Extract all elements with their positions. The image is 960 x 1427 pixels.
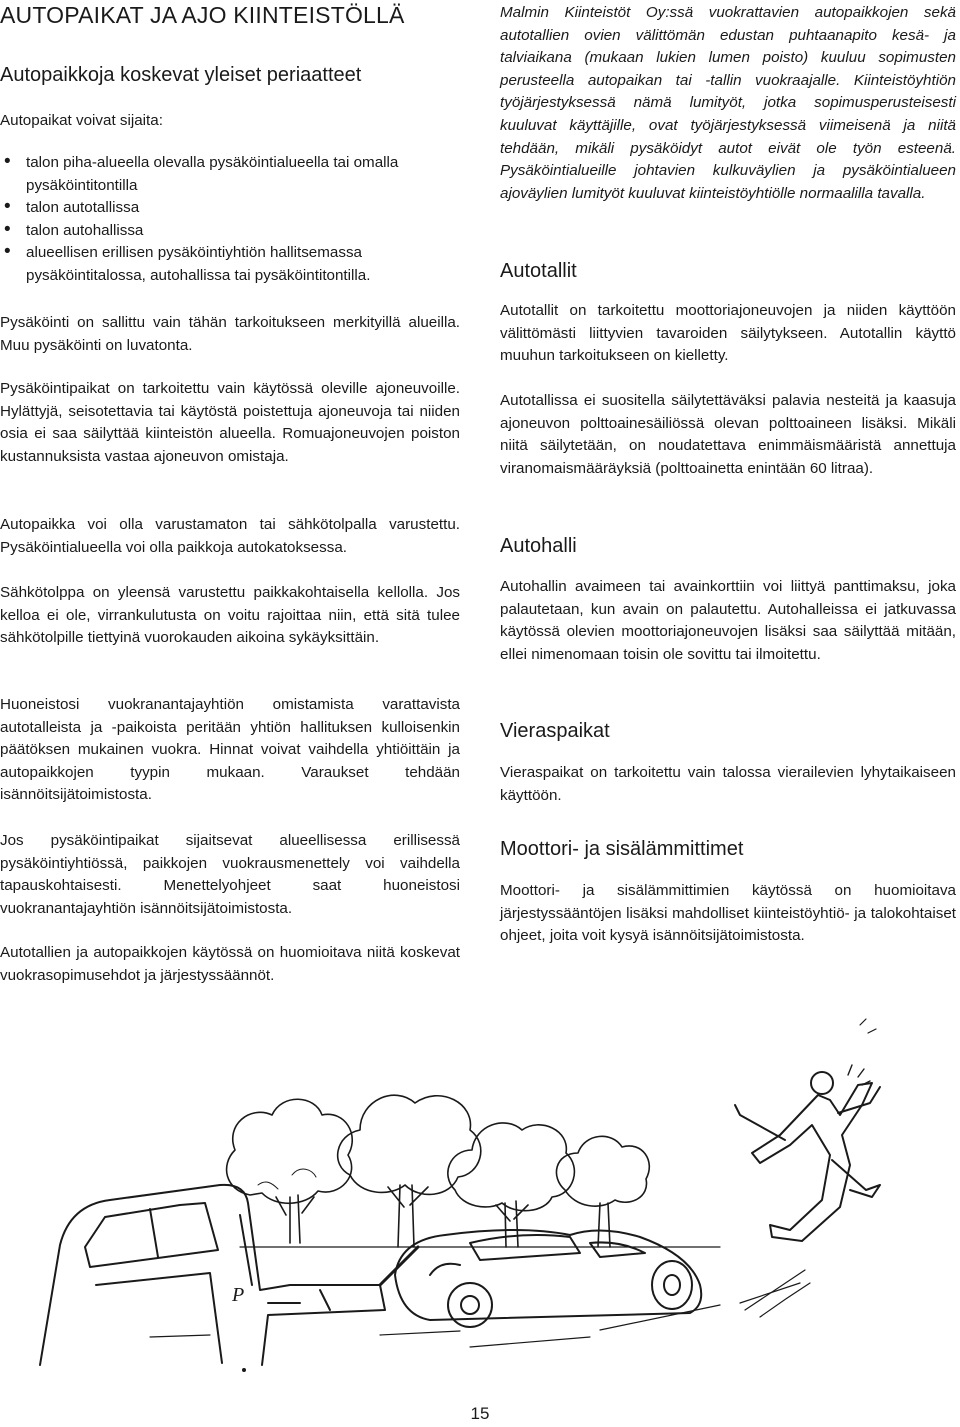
tow-truck-icon: [40, 1185, 418, 1371]
paragraph-parking-vehicles: Pysäköintipaikat on tarkoitettu vain käytössä oleville ajoneuvoille. Hylättyjä, seisotettavia tai käytöstä poistettuja ajoneuvoja tai niiden osia ei saa säilyttää kiinteistön alueella. Romuajoneuvojen poiston kustannuksista vastaa ajoneuvon omistaja.: [0, 380, 460, 465]
paragraph-garages-fuel: Autotallissa ei suositella säilytettäväksi palavia nesteitä ja kaasuja ajoneuvon polttoainesäiliössä olevan polttoaineen lisäksi. Mikäli niitä säilytetään, on noudatettava enimmäismääristä annettuja viranomaismääräyksiä (polttoainetta enintään 60 litraa).: [500, 392, 956, 477]
section-title-car-hall: Autohalli: [500, 535, 577, 557]
section-title-heaters: Moottori- ja sisälämmittimet: [500, 838, 744, 860]
tow-truck-illustration: [0, 985, 960, 1375]
list-item: • talon autohallissa: [0, 220, 462, 243]
page-title: AUTOPAIKAT JA AJO KIINTEISTÖLLÄ: [0, 2, 405, 28]
paragraph-rent: Huoneistosi vuokranantajayhtiön omistamista varattavista autotalleista ja -paikoista peritään yhtiön hallituksen kulloisenkin päätöksen mukainen vuokra. Hinnat voivat vaihdella yhtiöittäin ja autopaikkojen tyypin mukaan. Varaukset tehdään isännöitsijätoimistosta.: [0, 696, 460, 804]
list-item: • alueellisen erillisen pysäköintiyhtiön hallitsemassa pysäköintitalossa, autohallissa tai pysäköintitontilla.: [0, 242, 462, 287]
section-title-general-principles: Autopaikkoja koskevat yleiset periaatteet: [0, 64, 362, 86]
paragraph-heaters: Moottori- ja sisälämmittimien käytössä on huomioitava järjestyssääntöjen lisäksi mahdolliset kiinteistöyhtiö- ja talokohtaiset ohjeet, joita voit kysyä isännöitsijätoimistosta.: [500, 882, 956, 945]
location-list: [0, 152, 462, 288]
paragraph-electric-clock: Sähkötolppa on yleensä varustettu paikkakohtaisella kellolla. Jos kelloa ei ole, virrankulutusta on voitu rajoittaa niin, että sitä tulee sähkötolpille tiettyinä vuorokauden aikoina sykäyksittäin.: [0, 584, 460, 647]
section-title-garages: Autotallit: [500, 260, 577, 282]
paragraph-regional-parking: Jos pysäköintipaikat sijaitsevat alueellisessa erillisessä pysäköintiyhtiössä, paikkojen vuokrausmenettely voi vaihdella tapauskohtaisesti. Menettelyohjeet saat huoneistosi vuokranantajayhtiön isännöitsijätoimistosta.: [0, 832, 460, 917]
towed-car-icon: [395, 1230, 701, 1327]
trees-icon: [227, 1095, 650, 1247]
paragraph-snow-removal: Malmin Kiinteistöt Oy:ssä vuokrattavien autopaikkojen sekä autotallien ovien välittömän edustan puhtaanapito kesä- ja talviaikana (mukaan lukien lumen poisto) kuuluu sopimusten perusteella autopaikan tai -tallin vuokraajalle. Kiinteistöyhtiön työjärjestyksessä nämä lumityöt, jotka sopimusperusteisesti kuuluvat käyttäjille, ovat työjärjestyksessä viimeisenä ja niitä tehdään, mikäli pysäköidyt autot eivät ole työn esteenä. Pysäköintialueille johtavien kulkuväylien ja pysäköintialueen ajoväylien lumityöt kuuluvat kiinteistöyhtiölle normaalilla tavalla.: [500, 4, 956, 202]
running-man-icon: [735, 1019, 880, 1241]
section-title-guest-spots: Vieraspaikat: [500, 720, 610, 742]
paragraph-garages-use: Autotallit on tarkoitettu moottoriajoneuvojen ja niiden käyttöön välittömästi liittyvien tavaroiden säilytykseen. Autotallin käyttö muuhun tarkoitukseen on kielletty.: [500, 302, 956, 365]
paragraph-rules: Autotallien ja autopaikkojen käytössä on huomioitava niitä koskevat vuokrasopimusehdot ja järjestyssäännöt.: [0, 944, 460, 984]
truck-door-letter: P: [232, 1284, 245, 1306]
paragraph-car-hall: Autohallin avaimeen tai avainkorttiin voi liittyä panttimaksu, joka palautetaan, kun avain on palautettu. Autohalleissa ei jatkuvassa käytössä olevien moottoriajoneuvojen lisäksi saa säilyttää mitään, ellei nimenomaan toisin ole sovittu tai ilmoitettu.: [500, 578, 956, 663]
page-number: 15: [470, 1404, 490, 1423]
list-item: • talon piha-alueella olevalla pysäköintialueella tai omalla pysäköintitontilla: [0, 152, 462, 197]
paragraph-electric-post: Autopaikka voi olla varustamaton tai sähkötolpalla varustettu. Pysäköintialueella voi olla paikkoja autokatoksessa.: [0, 516, 460, 556]
paragraph-guest-spots: Vieraspaikat on tarkoitettu vain talossa vierailevien lyhytaikaiseen käyttöön.: [500, 764, 956, 804]
paragraph-parking-allowed: Pysäköinti on sallittu vain tähän tarkoitukseen merkityillä alueilla. Muu pysäköinti on luvatonta.: [0, 314, 460, 354]
list-item: • talon autotallissa: [0, 197, 462, 220]
intro-text: Autopaikat voivat sijaita:: [0, 112, 163, 129]
